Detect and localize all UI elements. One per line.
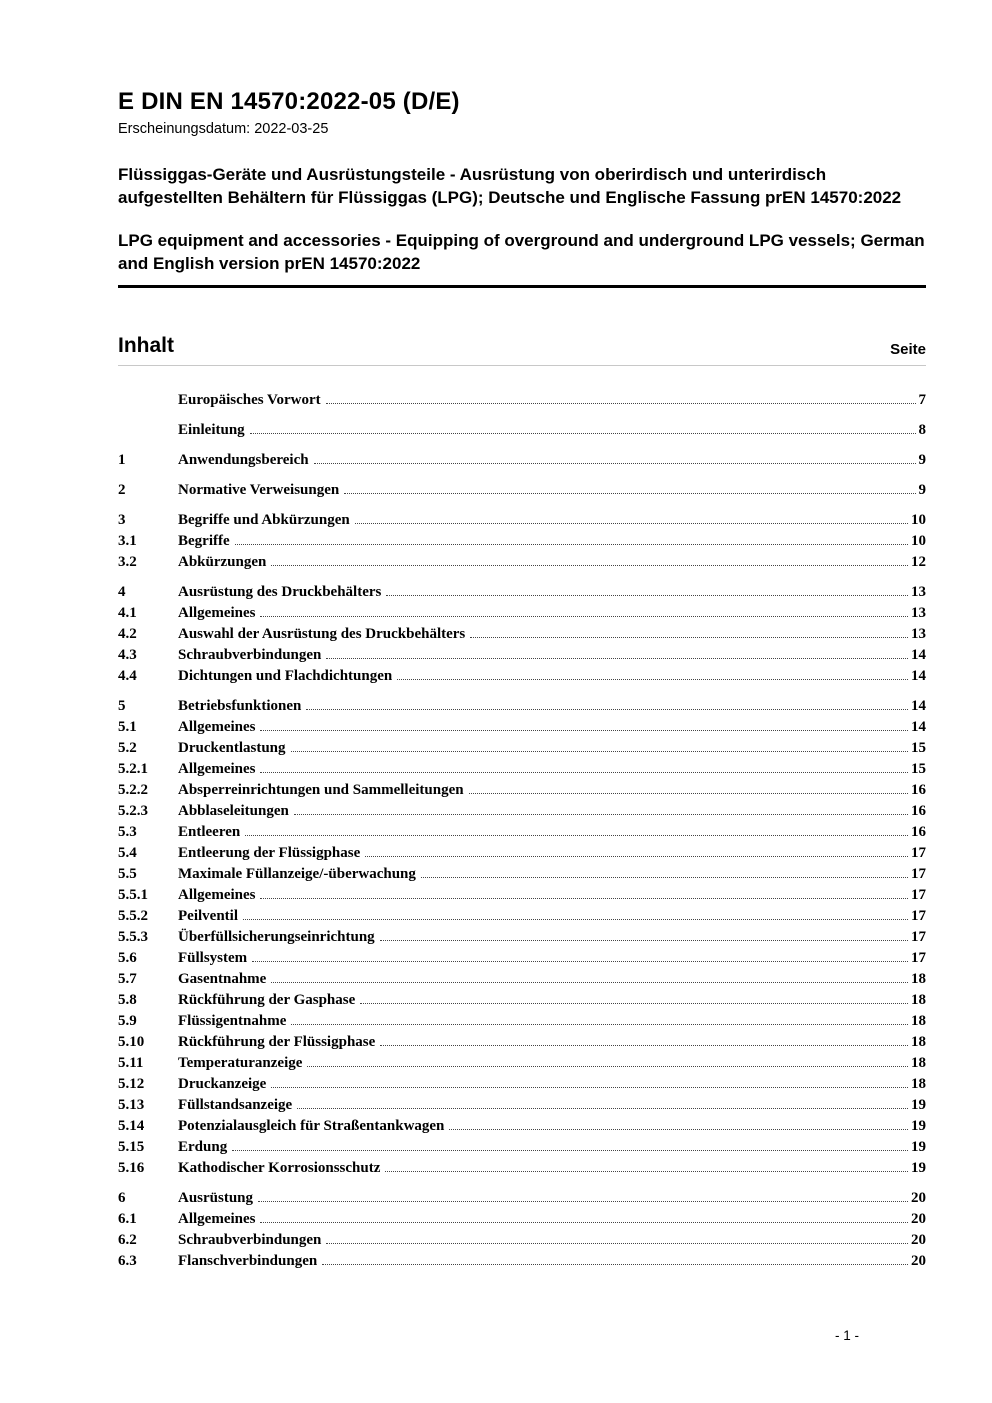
toc-entry [118, 1158, 926, 1179]
toc-list [118, 390, 926, 1272]
toc-entry-page: 8 [918, 422, 926, 439]
toc-entry-page: 18 [911, 971, 926, 988]
toc-entry-page: 17 [911, 845, 926, 862]
toc-entry-number: 5.2.2 [118, 782, 148, 799]
toc-entry-page: 14 [911, 698, 926, 715]
toc-heading-row [118, 334, 926, 366]
toc-dotted-leader [297, 1108, 908, 1109]
toc-entry-title: Schraubverbindungen [178, 1232, 322, 1249]
toc-dotted-leader [355, 523, 908, 524]
toc-entry-title: Absperreinrichtungen und Sammelleitungen [178, 782, 464, 799]
toc-dotted-leader [385, 1171, 908, 1172]
toc-dotted-leader [250, 433, 916, 434]
document-page [118, 0, 926, 1403]
toc-entry-title: Anwendungsbereich [178, 452, 309, 469]
toc-dotted-leader [306, 709, 908, 710]
toc-entry-number: 5.14 [118, 1118, 145, 1135]
toc-entry-title: Begriffe und Abkürzungen [178, 512, 350, 529]
toc-entry-number: 5.2.1 [118, 761, 148, 778]
toc-entry-title: Überfüllsicherungseinrichtung [178, 929, 375, 946]
toc-entry-number: 4.2 [118, 626, 137, 643]
document-title-german: Flüssiggas-Geräte und Ausrüstungsteile - Ausrüstung von oberirdisch und unterirdisch aufgestellten Behältern für Flüssiggas (LPG); Deutsche und Englische Fassung prEN 14570:2022 [118, 165, 902, 207]
toc-entry-page: 20 [911, 1253, 926, 1270]
toc-entry-page: 19 [911, 1118, 926, 1135]
toc-entry [118, 1209, 926, 1230]
toc-entry-number: 4.4 [118, 668, 137, 685]
toc-dotted-leader [307, 1066, 908, 1067]
toc-entry [118, 450, 926, 471]
toc-entry-title: Einleitung [178, 422, 245, 439]
toc-entry-page: 18 [911, 992, 926, 1009]
toc-dotted-leader [314, 463, 916, 464]
toc-dotted-leader [235, 544, 908, 545]
page-column-label: Seite [890, 341, 926, 359]
toc-entry-number: 5.11 [118, 1055, 144, 1072]
toc-entry [118, 510, 926, 531]
toc-entry [118, 906, 926, 927]
toc-entry [118, 948, 926, 969]
toc-entry-number: 4 [118, 584, 126, 601]
toc-dotted-leader [291, 1024, 908, 1025]
toc-dotted-leader [386, 595, 908, 596]
toc-entry-number: 5.16 [118, 1160, 145, 1177]
toc-entry-page: 16 [911, 782, 926, 799]
toc-entry-number: 5 [118, 698, 126, 715]
toc-entry-title: Allgemeines [178, 719, 256, 736]
toc-entry-title: Temperaturanzeige [178, 1055, 303, 1072]
toc-entry-number: 5.9 [118, 1013, 137, 1030]
toc-entry-title: Abkürzungen [178, 554, 267, 571]
toc-dotted-leader [365, 856, 908, 857]
toc-entry [118, 603, 926, 624]
toc-entry-page: 9 [918, 482, 926, 499]
toc-entry [118, 801, 926, 822]
toc-dotted-leader [380, 940, 908, 941]
toc-entry [118, 531, 926, 552]
toc-entry-number: 3 [118, 512, 126, 529]
toc-entry-page: 18 [911, 1034, 926, 1051]
toc-dotted-leader [260, 772, 908, 773]
toc-entry-title: Flanschverbindungen [178, 1253, 318, 1270]
toc-entry-number: 5.2.3 [118, 803, 148, 820]
toc-entry-page: 15 [911, 740, 926, 757]
toc-entry-number: 3.1 [118, 533, 137, 550]
toc-entry-page: 16 [911, 803, 926, 820]
toc-entry-title: Füllstandsanzeige [178, 1097, 293, 1114]
toc-entry [118, 1053, 926, 1074]
toc-entry [118, 780, 926, 801]
toc-entry-title: Füllsystem [178, 950, 248, 967]
toc-dotted-leader [271, 1087, 908, 1088]
toc-entry-title: Peilventil [178, 908, 238, 925]
toc-entry-page: 14 [911, 719, 926, 736]
toc-entry-page: 13 [911, 626, 926, 643]
toc-entry-page: 18 [911, 1076, 926, 1093]
toc-entry-title: Normative Verweisungen [178, 482, 340, 499]
toc-entry-title: Betriebsfunktionen [178, 698, 302, 715]
toc-dotted-leader [322, 1264, 908, 1265]
toc-entry [118, 885, 926, 906]
toc-entry-page: 7 [918, 392, 926, 409]
toc-entry-title: Schraubverbindungen [178, 647, 322, 664]
toc-dotted-leader [260, 898, 908, 899]
toc-entry [118, 645, 926, 666]
toc-entry-number: 5.3 [118, 824, 137, 841]
toc-entry [118, 927, 926, 948]
toc-entry-title: Entleerung der Flüssigphase [178, 845, 361, 862]
toc-entry-page: 18 [911, 1013, 926, 1030]
toc-dotted-leader [258, 1201, 908, 1202]
toc-entry-page: 20 [911, 1211, 926, 1228]
toc-dotted-leader [260, 1222, 908, 1223]
toc-dotted-leader [271, 982, 908, 983]
toc-entry-page: 13 [911, 605, 926, 622]
toc-dotted-leader [421, 877, 908, 878]
toc-entry-number: 1 [118, 452, 126, 469]
toc-entry-number: 5.13 [118, 1097, 145, 1114]
toc-entry-title: Allgemeines [178, 1211, 256, 1228]
toc-entry [118, 822, 926, 843]
toc-entry-title: Ausrüstung des Druckbehälters [178, 584, 382, 601]
toc-entry-title: Potenzialausgleich für Straßentankwagen [178, 1118, 445, 1135]
toc-entry-title: Druckanzeige [178, 1076, 267, 1093]
toc-dotted-leader [245, 835, 908, 836]
toc-entry [118, 666, 926, 687]
toc-entry [118, 990, 926, 1011]
toc-entry [118, 552, 926, 573]
toc-entry-number: 3.2 [118, 554, 137, 571]
toc-entry-title: Flüssigentnahme [178, 1013, 287, 1030]
toc-entry-number: 5.4 [118, 845, 137, 862]
toc-entry-number: 5.12 [118, 1076, 145, 1093]
toc-entry-page: 17 [911, 866, 926, 883]
toc-heading: Inhalt [118, 334, 174, 358]
toc-entry-number: 6.2 [118, 1232, 137, 1249]
toc-entry-page: 20 [911, 1232, 926, 1249]
toc-entry-page: 12 [911, 554, 926, 571]
toc-entry-page: 13 [911, 584, 926, 601]
toc-entry [118, 969, 926, 990]
toc-entry-page: 14 [911, 647, 926, 664]
toc-entry [118, 1074, 926, 1095]
toc-entry-title: Druckentlastung [178, 740, 286, 757]
toc-entry-title: Dichtungen und Flachdichtungen [178, 668, 393, 685]
toc-dotted-leader [252, 961, 908, 962]
toc-entry-page: 17 [911, 950, 926, 967]
toc-dotted-leader [469, 793, 908, 794]
toc-entry-number: 4.3 [118, 647, 137, 664]
toc-entry-page: 10 [911, 512, 926, 529]
toc-entry-title: Abblaseleitungen [178, 803, 289, 820]
toc-entry [118, 1188, 926, 1209]
toc-entry [118, 717, 926, 738]
toc-entry-page: 14 [911, 668, 926, 685]
toc-entry-number: 6.3 [118, 1253, 137, 1270]
toc-entry-page: 19 [911, 1160, 926, 1177]
toc-entry-number: 6 [118, 1190, 126, 1207]
toc-dotted-leader [243, 919, 908, 920]
toc-entry-page: 16 [911, 824, 926, 841]
toc-entry-number: 5.5.2 [118, 908, 148, 925]
toc-entry-page: 10 [911, 533, 926, 550]
toc-entry-page: 19 [911, 1139, 926, 1156]
toc-entry-number: 5.15 [118, 1139, 145, 1156]
toc-entry-title: Erdung [178, 1139, 228, 1156]
toc-entry-number: 6.1 [118, 1211, 137, 1228]
toc-entry-title: Ausrüstung [178, 1190, 254, 1207]
toc-entry-title: Allgemeines [178, 761, 256, 778]
toc-entry-number: 5.5.1 [118, 887, 148, 904]
toc-dotted-leader [360, 1003, 908, 1004]
toc-entry-page: 15 [911, 761, 926, 778]
toc-entry-title: Kathodischer Korrosionsschutz [178, 1160, 381, 1177]
toc-entry [118, 1251, 926, 1272]
toc-entry-number: 2 [118, 482, 126, 499]
toc-entry [118, 1095, 926, 1116]
toc-entry [118, 696, 926, 717]
toc-entry-title: Auswahl der Ausrüstung des Druckbehälters [178, 626, 466, 643]
document-title-english: LPG equipment and accessories - Equipping of overground and underground LPG vessels; German and English version prEN 14570:2022 [118, 230, 926, 288]
toc-entry-page: 17 [911, 908, 926, 925]
toc-dotted-leader [271, 565, 908, 566]
toc-entry-title: Begriffe [178, 533, 230, 550]
toc-entry-title: Allgemeines [178, 887, 256, 904]
toc-entry-title: Allgemeines [178, 605, 256, 622]
toc-entry-number: 5.6 [118, 950, 137, 967]
toc-entry-page: 19 [911, 1097, 926, 1114]
toc-entry [118, 738, 926, 759]
toc-entry-number: 5.5.3 [118, 929, 148, 946]
toc-entry-number: 5.10 [118, 1034, 145, 1051]
toc-entry-title: Gasentnahme [178, 971, 267, 988]
toc-entry [118, 1011, 926, 1032]
toc-dotted-leader [449, 1129, 908, 1130]
toc-entry [118, 864, 926, 885]
toc-entry-title: Rückführung der Gasphase [178, 992, 356, 1009]
toc-entry [118, 420, 926, 441]
toc-dotted-leader [397, 679, 908, 680]
toc-dotted-leader [326, 403, 916, 404]
toc-dotted-leader [470, 637, 908, 638]
toc-dotted-leader [291, 751, 908, 752]
toc-dotted-leader [260, 730, 908, 731]
toc-entry-page: 20 [911, 1190, 926, 1207]
toc-dotted-leader [294, 814, 908, 815]
toc-entry-page: 17 [911, 929, 926, 946]
toc-entry [118, 1116, 926, 1137]
toc-entry [118, 624, 926, 645]
toc-entry [118, 1137, 926, 1158]
toc-dotted-leader [380, 1045, 908, 1046]
toc-entry-number: 4.1 [118, 605, 137, 622]
toc-dotted-leader [232, 1150, 908, 1151]
toc-entry-number: 5.1 [118, 719, 137, 736]
toc-entry [118, 480, 926, 501]
toc-dotted-leader [260, 616, 908, 617]
toc-entry [118, 843, 926, 864]
toc-entry-number: 5.5 [118, 866, 137, 883]
toc-entry-title: Entleeren [178, 824, 241, 841]
toc-dotted-leader [326, 658, 908, 659]
toc-entry-title: Maximale Füllanzeige/-überwachung [178, 866, 416, 883]
toc-entry [118, 390, 926, 411]
toc-dotted-leader [326, 1243, 908, 1244]
toc-entry [118, 1032, 926, 1053]
toc-entry-title: Rückführung der Flüssigphase [178, 1034, 376, 1051]
toc-entry-title: Europäisches Vorwort [178, 392, 321, 409]
toc-entry-page: 9 [918, 452, 926, 469]
release-date: Erscheinungsdatum: 2022-03-25 [118, 121, 329, 137]
page-footer-indicator: - 1 - [834, 1328, 859, 1343]
toc-entry-number: 5.2 [118, 740, 137, 757]
toc-entry [118, 582, 926, 603]
toc-entry-page: 18 [911, 1055, 926, 1072]
toc-entry [118, 759, 926, 780]
toc-entry [118, 1230, 926, 1251]
toc-dotted-leader [344, 493, 915, 494]
toc-entry-page: 17 [911, 887, 926, 904]
toc-entry-number: 5.7 [118, 971, 137, 988]
doc-number: E DIN EN 14570:2022-05 (D/E) [118, 88, 460, 115]
toc-entry-number: 5.8 [118, 992, 137, 1009]
